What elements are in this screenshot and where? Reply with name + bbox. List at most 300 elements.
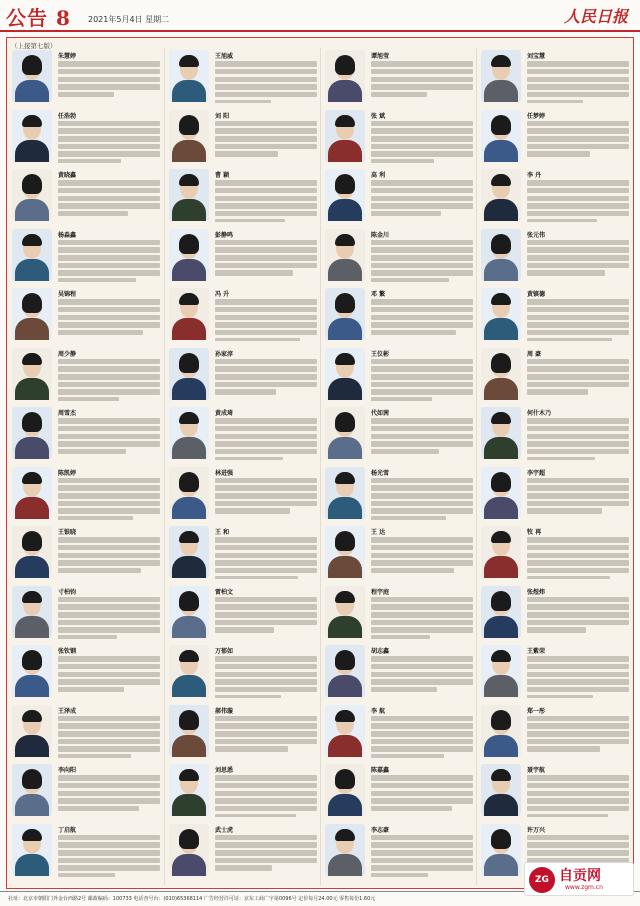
candidate-bio-text (527, 357, 629, 401)
text-line (215, 180, 317, 186)
text-line (215, 330, 317, 336)
text-line (527, 672, 629, 678)
candidate-bio-text (58, 238, 160, 282)
column-4 (476, 48, 632, 885)
text-line (527, 270, 605, 276)
text-line (215, 576, 298, 579)
text-line (527, 842, 629, 848)
candidate-name: 王 和 (215, 529, 230, 536)
text-line (58, 478, 160, 484)
text-line (58, 806, 139, 812)
text-line (527, 739, 629, 745)
text-line (371, 746, 473, 752)
candidate-bio-text (215, 535, 317, 579)
text-line (215, 136, 317, 142)
candidate-bio-text (371, 416, 473, 460)
candidate-name: 高 利 (371, 172, 386, 179)
text-line (215, 485, 317, 491)
text-line (58, 597, 160, 603)
text-line (58, 537, 160, 543)
text-line (215, 850, 317, 856)
text-line (527, 850, 629, 856)
text-line (215, 597, 317, 603)
text-line (58, 159, 121, 162)
text-line (58, 612, 160, 618)
text-line (527, 322, 629, 328)
candidate-photo (12, 526, 52, 578)
text-line (527, 136, 629, 142)
text-line (58, 858, 160, 864)
candidate-bio-text (527, 773, 629, 817)
text-line (527, 597, 629, 603)
text-line (215, 270, 293, 276)
candidate-name: 曹 颖 (215, 172, 230, 179)
candidate-name: 黄成琦 (215, 410, 234, 417)
text-line (527, 449, 629, 455)
text-line (527, 219, 597, 222)
text-line (371, 263, 473, 269)
text-line (527, 576, 610, 579)
text-line (527, 359, 629, 365)
text-line (58, 247, 160, 253)
candidate-bio-text (215, 714, 317, 758)
text-line (527, 604, 629, 610)
candidate-bio-text (215, 59, 317, 103)
text-line (527, 263, 629, 269)
text-line (371, 791, 473, 797)
text-line (215, 672, 317, 678)
text-line (215, 366, 317, 372)
text-line (58, 508, 160, 514)
candidate-name: 冯 升 (215, 291, 230, 298)
text-line (527, 418, 629, 424)
candidate-photo (481, 645, 521, 697)
text-line (58, 754, 131, 757)
text-line (371, 672, 473, 678)
candidate-name: 黄镇德 (527, 291, 546, 298)
text-line (371, 151, 473, 157)
issue-date: 2021年5月4日 星期二 (88, 15, 170, 24)
candidate-entry (165, 762, 321, 821)
candidate-name: 丁启航 (58, 826, 77, 834)
column-2 (164, 48, 320, 885)
text-line (371, 426, 473, 432)
candidate-bio-text (58, 833, 160, 877)
text-line (58, 835, 160, 841)
candidate-entry (165, 822, 321, 881)
text-line (527, 240, 629, 246)
text-line (215, 247, 317, 253)
candidate-bio-text (58, 476, 160, 520)
text-line (527, 664, 629, 670)
candidate-entry (321, 405, 477, 464)
text-line (371, 679, 473, 685)
text-line (371, 501, 473, 507)
candidate-name: 李志豪 (371, 826, 390, 834)
candidate-photo (12, 407, 52, 459)
text-line (215, 211, 317, 217)
text-line (215, 100, 271, 103)
text-line (527, 144, 629, 150)
candidate-entry (477, 584, 633, 643)
candidate-bio-text (527, 476, 629, 520)
text-line (215, 814, 296, 817)
text-line (527, 746, 600, 752)
text-line (58, 635, 117, 638)
candidate-photo (12, 169, 52, 221)
text-line (371, 485, 473, 491)
text-line (371, 620, 473, 626)
text-line (527, 366, 629, 372)
candidate-photo (481, 110, 521, 162)
candidate-bio-text (371, 535, 473, 579)
text-line (527, 434, 629, 440)
candidate-photo (12, 110, 52, 162)
text-line (58, 865, 160, 871)
candidate-photo (169, 586, 209, 638)
text-line (527, 84, 629, 90)
column-3 (320, 48, 476, 885)
text-line (527, 679, 629, 685)
candidate-entry (165, 405, 321, 464)
text-line (58, 746, 160, 752)
text-line (58, 418, 160, 424)
text-line (371, 92, 427, 98)
candidate-photo (325, 764, 365, 816)
candidate-entry (477, 643, 633, 702)
text-line (527, 656, 629, 662)
candidate-name: 彭静鸣 (215, 231, 234, 239)
candidate-photo (481, 288, 521, 340)
text-line (58, 263, 160, 269)
text-line (58, 739, 160, 745)
text-line (215, 426, 317, 432)
candidate-photo (325, 645, 365, 697)
text-line (215, 493, 317, 499)
candidate-bio-text (58, 119, 160, 163)
site-watermark[interactable] (524, 862, 634, 896)
candidate-name: 万郁如 (215, 648, 234, 655)
candidate-entry (8, 762, 164, 821)
candidate-name: 李 航 (371, 707, 386, 715)
text-line (371, 240, 473, 246)
text-line (527, 723, 629, 729)
text-line (527, 814, 608, 817)
text-line (527, 791, 629, 797)
candidate-name: 王 达 (371, 529, 386, 536)
text-line (371, 873, 428, 876)
text-line (58, 485, 160, 491)
candidate-entry (8, 524, 164, 583)
text-line (215, 687, 317, 693)
text-line (527, 493, 629, 499)
text-line (371, 255, 473, 261)
candidate-name: 程宇庭 (371, 588, 390, 596)
text-line (215, 783, 317, 789)
text-line (215, 338, 300, 341)
text-line (58, 568, 141, 574)
candidate-bio-text (371, 59, 473, 103)
text-line (215, 434, 317, 440)
text-line (371, 322, 473, 328)
candidate-name: 周雪杰 (58, 410, 77, 417)
candidate-photo (481, 705, 521, 757)
text-line (215, 144, 317, 150)
text-line (371, 850, 473, 856)
candidate-photo (481, 229, 521, 281)
text-line (215, 418, 317, 424)
text-line (215, 695, 281, 698)
text-line (527, 508, 602, 514)
text-line (58, 731, 160, 737)
text-line (371, 604, 473, 610)
text-line (58, 128, 160, 134)
text-line (215, 865, 272, 871)
text-line (215, 307, 317, 313)
candidate-entry (165, 703, 321, 762)
text-line (371, 128, 473, 134)
candidate-photo (481, 526, 521, 578)
text-line (215, 196, 317, 202)
text-line (527, 457, 595, 460)
candidate-entry (321, 108, 477, 167)
text-line (371, 330, 456, 336)
text-line (58, 188, 160, 194)
candidate-entry (321, 524, 477, 583)
text-line (58, 850, 160, 856)
text-line (371, 731, 473, 737)
text-line (527, 374, 629, 380)
text-line (215, 84, 317, 90)
candidate-photo (325, 586, 365, 638)
text-line (58, 716, 160, 722)
candidate-photo (481, 407, 521, 459)
text-line (371, 775, 473, 781)
text-line (527, 128, 629, 134)
candidate-photo (481, 764, 521, 816)
candidate-name: 张元伟 (527, 231, 546, 239)
text-line (58, 136, 160, 142)
text-line (215, 240, 317, 246)
text-line (215, 449, 317, 455)
text-line (215, 508, 290, 514)
text-line (371, 188, 473, 194)
text-line (58, 516, 133, 519)
text-line (58, 397, 119, 400)
text-line (371, 211, 441, 217)
text-line (527, 695, 593, 698)
candidate-entry (477, 227, 633, 286)
text-line (58, 798, 160, 804)
candidate-photo (169, 467, 209, 519)
candidate-entry (165, 167, 321, 226)
candidate-photo (169, 229, 209, 281)
text-line (58, 270, 160, 276)
text-line (371, 397, 432, 400)
candidate-bio-text (215, 773, 317, 817)
candidate-name: 寸柏钧 (58, 588, 77, 596)
text-line (58, 299, 160, 305)
text-line (371, 716, 473, 722)
text-line (371, 121, 473, 127)
candidate-photo (12, 50, 52, 102)
text-line (58, 203, 160, 209)
candidate-name: 孙家淳 (215, 350, 234, 358)
newspaper-logo: 人民日报 (563, 7, 628, 26)
text-line (371, 783, 473, 789)
text-line (215, 441, 317, 447)
text-line (58, 180, 160, 186)
candidate-photo (169, 169, 209, 221)
text-line (527, 92, 629, 98)
text-line (215, 545, 317, 551)
text-line (371, 627, 473, 633)
section-title: 公告 8 (6, 6, 71, 30)
text-line (58, 687, 124, 693)
text-line (58, 501, 160, 507)
candidate-entry (165, 48, 321, 107)
text-line (527, 151, 590, 157)
text-line (215, 92, 317, 98)
text-line (527, 330, 629, 336)
text-line (58, 151, 160, 157)
text-line (371, 180, 473, 186)
candidate-photo (325, 705, 365, 757)
text-line (215, 806, 317, 812)
text-line (215, 746, 288, 752)
candidate-photo (481, 467, 521, 519)
candidate-bio-text (527, 714, 629, 758)
text-line (58, 627, 160, 633)
candidate-name: 任梦婷 (527, 112, 546, 120)
text-line (527, 382, 629, 388)
text-line (58, 382, 160, 388)
text-line (527, 612, 629, 618)
text-line (527, 69, 629, 75)
candidate-name: 杨淼鑫 (58, 231, 77, 239)
text-line (527, 783, 629, 789)
candidate-name: 雷柏文 (215, 588, 234, 596)
candidate-photo (169, 348, 209, 400)
candidate-entry (165, 286, 321, 345)
candidate-photo (481, 586, 521, 638)
candidate-photo (325, 348, 365, 400)
candidate-name: 陈凯婷 (58, 469, 77, 477)
candidate-entry (8, 167, 164, 226)
text-line (215, 537, 317, 543)
text-line (371, 382, 473, 388)
candidate-bio-text (371, 595, 473, 639)
candidate-bio-text (527, 595, 629, 639)
text-line (215, 612, 317, 618)
candidate-photo (12, 705, 52, 757)
candidate-name: 李宇超 (527, 469, 546, 477)
text-line (58, 374, 160, 380)
candidate-photo (325, 824, 365, 876)
candidate-photo (12, 288, 52, 340)
text-line (371, 389, 473, 395)
candidate-name: 吴锦程 (58, 291, 77, 298)
candidate-photo (325, 288, 365, 340)
text-line (215, 798, 317, 804)
candidate-bio-text (527, 238, 629, 282)
candidate-name: 李向阳 (58, 767, 77, 774)
text-line (58, 604, 160, 610)
candidate-bio-text (371, 476, 473, 520)
text-line (371, 441, 473, 447)
continued-label: （上接第七版） (11, 42, 57, 50)
text-line (527, 537, 629, 543)
text-line (215, 389, 276, 395)
candidate-entry (321, 703, 477, 762)
text-line (215, 263, 317, 269)
text-line (371, 307, 473, 313)
candidate-name: 张钦钢 (58, 648, 77, 655)
candidate-entry (477, 346, 633, 405)
text-line (215, 560, 317, 566)
text-line (215, 842, 317, 848)
candidate-entry (8, 108, 164, 167)
text-line (371, 84, 473, 90)
text-line (371, 597, 473, 603)
text-line (215, 69, 317, 75)
candidate-bio-text (371, 773, 473, 817)
text-line (371, 270, 473, 276)
candidate-entry (321, 584, 477, 643)
candidate-name: 刘思悉 (215, 767, 234, 774)
text-line (371, 196, 473, 202)
candidate-photo (12, 229, 52, 281)
candidate-entry (321, 643, 477, 702)
candidate-photo (325, 229, 365, 281)
text-line (58, 842, 160, 848)
text-line (58, 656, 160, 662)
text-line (215, 791, 317, 797)
text-line (215, 255, 317, 261)
text-line (371, 359, 473, 365)
text-line (371, 560, 473, 566)
candidate-name: 陈嘉鑫 (371, 767, 390, 774)
candidate-entry (8, 405, 164, 464)
text-line (58, 61, 160, 67)
text-line (527, 501, 629, 507)
candidate-bio-text (215, 357, 317, 401)
text-line (527, 687, 629, 693)
text-line (527, 485, 629, 491)
candidate-name: 代如茜 (371, 410, 390, 417)
candidate-photo (325, 110, 365, 162)
candidate-entry (8, 48, 164, 107)
candidate-bio-text (58, 654, 160, 698)
candidate-photo (12, 764, 52, 816)
candidate-name: 刘 阳 (215, 112, 230, 120)
text-line (215, 121, 317, 127)
text-line (527, 545, 629, 551)
candidate-entry (477, 465, 633, 524)
candidate-name: 张 斌 (371, 112, 386, 120)
text-line (527, 389, 588, 395)
candidate-entry (477, 48, 633, 107)
candidate-name: 张煜炜 (527, 588, 546, 596)
candidate-bio-text (371, 119, 473, 163)
candidate-name: 王紫荣 (527, 648, 546, 655)
candidate-name: 许万兴 (527, 826, 546, 834)
candidate-entry (8, 822, 164, 881)
masthead (0, 0, 640, 34)
text-line (215, 359, 317, 365)
text-line (58, 77, 160, 83)
text-line (527, 211, 629, 217)
